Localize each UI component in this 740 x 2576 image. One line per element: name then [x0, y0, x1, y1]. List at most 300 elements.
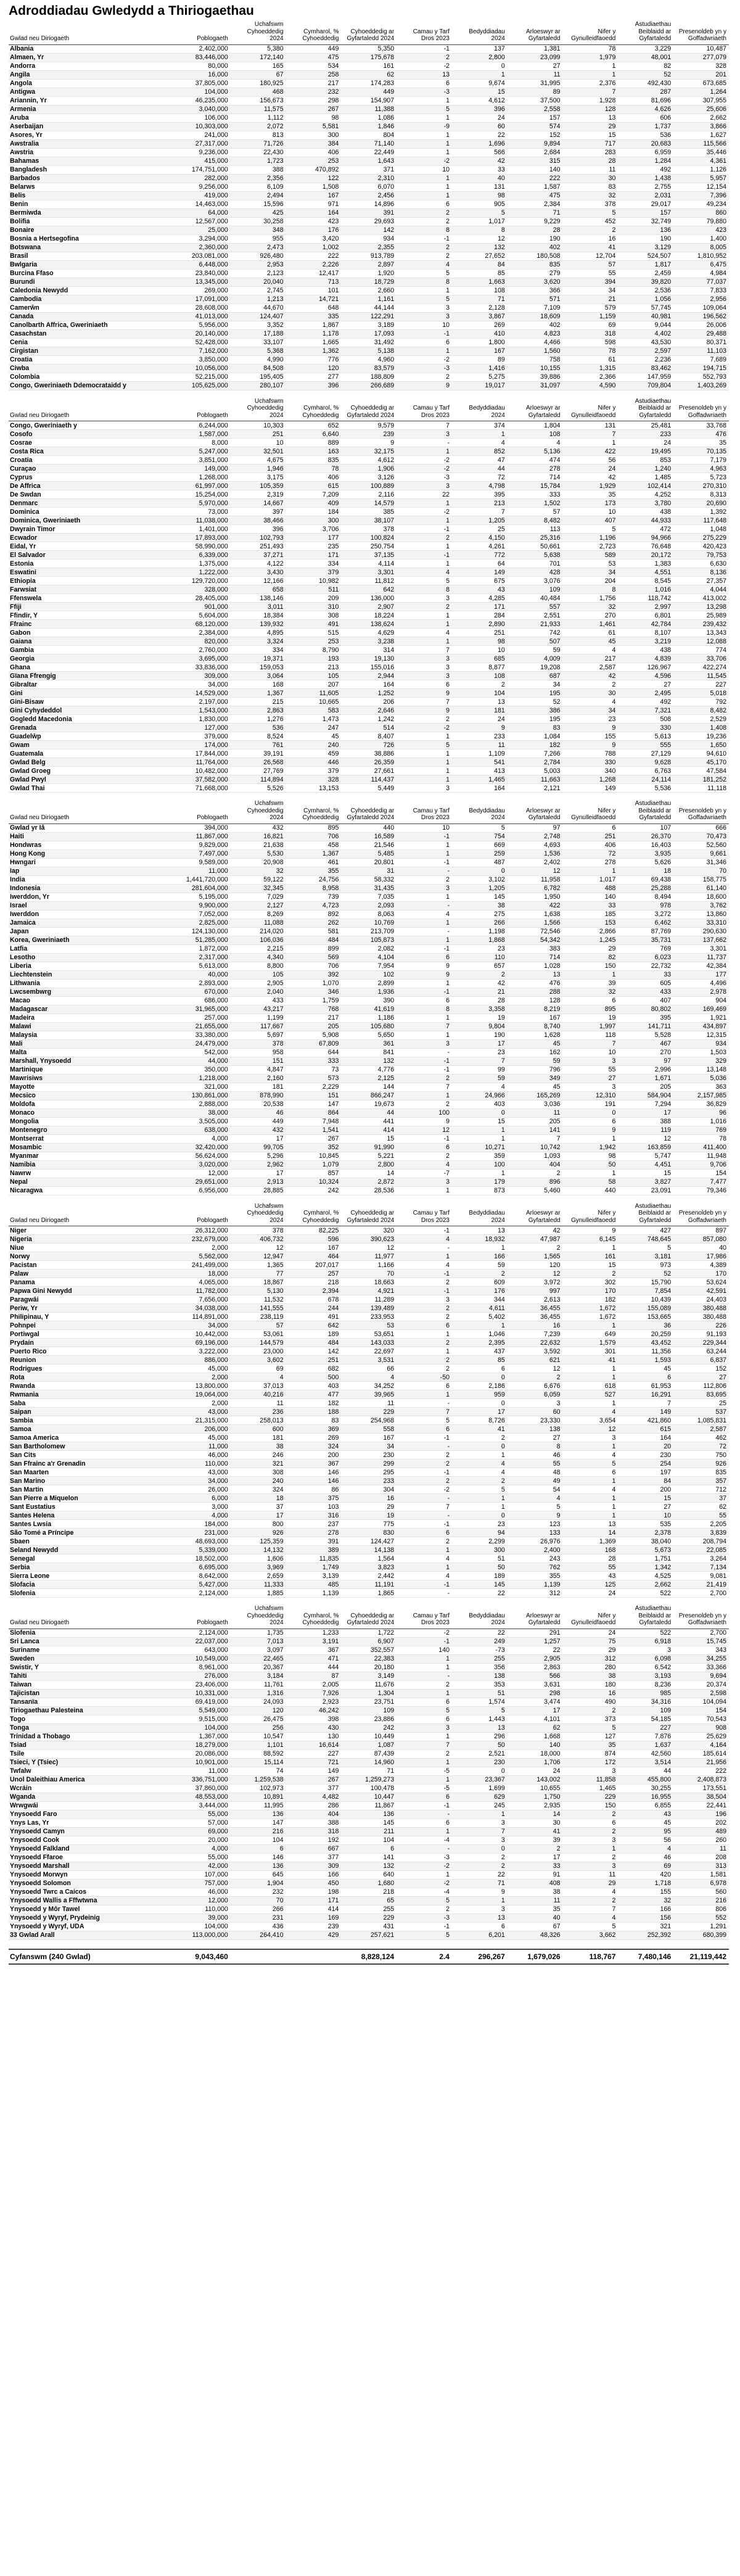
percent-increase-cell: 5: [397, 1706, 452, 1715]
bible-studies-cell: 1,718: [618, 1879, 673, 1888]
country-name-cell: Portiwgal: [9, 1330, 175, 1339]
congregations-cell: 1: [563, 1321, 619, 1330]
pioneers-cell: 91: [508, 1870, 563, 1879]
pioneers-cell: 1,093: [508, 1152, 563, 1160]
percent-increase-cell: 8: [397, 278, 452, 286]
memorial-attendance-cell: 17,986: [673, 1252, 729, 1261]
population-cell: 19,064,000: [175, 1390, 231, 1399]
baptized-cell: 104: [452, 689, 508, 698]
pioneers-cell: 571: [508, 295, 563, 303]
bible-studies-cell: 3,935: [618, 849, 673, 858]
country-name-cell: Guadelŵp: [9, 732, 175, 741]
average-publishers-cell: 65: [341, 1896, 397, 1905]
table-row: [9, 741, 729, 749]
pioneers-cell: 758: [508, 355, 563, 364]
pioneers-cell: 57: [508, 508, 563, 516]
ratio-cell: 1,665: [286, 338, 342, 347]
baptized-cell: 2,186: [452, 1382, 508, 1390]
bible-studies-cell: 5,536: [618, 784, 673, 793]
congregations-cell: 204: [563, 577, 619, 585]
percent-increase-cell: -: [397, 901, 452, 910]
percent-increase-cell: -3: [397, 1853, 452, 1862]
ratio-cell: 222: [286, 252, 342, 260]
bible-studies-cell: 508: [618, 715, 673, 724]
baptized-cell: 23,367: [452, 1775, 508, 1784]
pioneers-cell: 1,560: [508, 347, 563, 355]
bible-studies-cell: 1,284: [618, 157, 673, 165]
column-header-bible-studies: Astudiaethau Beiblaidd ar Gyfartaledd: [618, 398, 673, 421]
country-name-cell: Gini Cyhydeddol: [9, 706, 175, 715]
bible-studies-cell: 2,459: [618, 269, 673, 278]
bible-studies-cell: 472: [618, 525, 673, 534]
pioneers-cell: 4: [508, 1494, 563, 1503]
baptized-cell: 17: [452, 1408, 508, 1416]
average-publishers-cell: 14: [341, 1169, 397, 1178]
bible-studies-cell: 9,628: [618, 758, 673, 767]
population-cell: 643,000: [175, 1646, 231, 1654]
congregations-cell: 185: [563, 910, 619, 919]
peak-publishers-cell: 33,107: [231, 338, 286, 347]
population-cell: 328,000: [175, 585, 231, 594]
population-cell: 1,268,000: [175, 473, 231, 482]
ratio-cell: 899: [286, 944, 342, 953]
ratio-cell: 573: [286, 1074, 342, 1083]
pioneers-cell: 4,693: [508, 841, 563, 849]
percent-increase-cell: 1: [397, 775, 452, 784]
congregations-cell: 1,942: [563, 1143, 619, 1152]
population-cell: 57,000: [175, 1818, 231, 1827]
pioneers-cell: 1,566: [508, 919, 563, 927]
bible-studies-cell: 27,129: [618, 749, 673, 758]
baptized-cell: 1,699: [452, 1784, 508, 1793]
percent-increase-cell: 2: [397, 373, 452, 381]
column-header-average-publishers: Cyhoeddedig ar Gyfartaledd 2024: [341, 21, 397, 44]
column-header-ratio: Cymharol, % Cyhoeddedig: [286, 21, 342, 44]
pioneers-cell: 47,987: [508, 1235, 563, 1244]
country-name-cell: Camerŵn: [9, 303, 175, 312]
pioneers-cell: 1,084: [508, 732, 563, 741]
pioneers-cell: 1,502: [508, 499, 563, 508]
bible-studies-cell: 16,955: [618, 1793, 673, 1801]
ratio-cell: 4,723: [286, 901, 342, 910]
table-row: [9, 1022, 729, 1031]
pioneers-cell: 38: [508, 1888, 563, 1896]
percent-increase-cell: -1: [397, 858, 452, 867]
pioneers-cell: 14: [508, 1810, 563, 1818]
percent-increase-cell: 1: [397, 1091, 452, 1100]
baptized-cell: 959: [452, 1390, 508, 1399]
bible-studies-cell: 3,514: [618, 1758, 673, 1767]
baptized-cell: 0: [452, 1844, 508, 1853]
bible-studies-cell: 3,193: [618, 1672, 673, 1680]
congregations-cell: 6: [563, 1468, 619, 1477]
pioneers-cell: 404: [508, 1160, 563, 1169]
percent-increase-cell: 8: [397, 1005, 452, 1013]
congregations-cell: 58: [563, 1178, 619, 1186]
baptized-cell: 4,261: [452, 542, 508, 551]
congregations-cell: 283: [563, 148, 619, 157]
country-name-cell: Gini-Bisaw: [9, 698, 175, 706]
average-publishers-cell: 132: [341, 1862, 397, 1870]
pioneers-cell: 9,894: [508, 139, 563, 148]
memorial-attendance-cell: 25,989: [673, 611, 729, 620]
memorial-attendance-cell: 61,140: [673, 884, 729, 893]
ratio-cell: 269: [286, 1434, 342, 1442]
table-row: [9, 439, 729, 447]
average-publishers-cell: 139,489: [341, 1304, 397, 1313]
average-publishers-cell: 20,180: [341, 1663, 397, 1672]
peak-publishers-cell: 432: [231, 824, 286, 832]
column-header-bible-studies: Astudiaethau Beiblaidd ar Gyfartaledd: [618, 1605, 673, 1629]
congregations-cell: 11: [563, 1870, 619, 1879]
population-cell: 12,567,000: [175, 217, 231, 226]
average-publishers-cell: 31,492: [341, 338, 397, 347]
congregations-cell: 39: [563, 979, 619, 988]
country-name-cell: Awstralia: [9, 139, 175, 148]
percent-increase-cell: 7: [397, 421, 452, 430]
baptized-cell: 300: [452, 1546, 508, 1554]
memorial-attendance-cell: 79,880: [673, 217, 729, 226]
bible-studies-cell: 6: [618, 1373, 673, 1382]
pioneers-cell: 428: [508, 568, 563, 577]
percent-increase-cell: 1: [397, 611, 452, 620]
baptized-cell: 12: [452, 234, 508, 243]
congregations-cell: 1: [563, 1399, 619, 1408]
table-row: [9, 174, 729, 183]
population-cell: 7,497,000: [175, 849, 231, 858]
ratio-cell: 130: [286, 1732, 342, 1741]
peak-publishers-cell: 147: [231, 1818, 286, 1827]
congregations-cell: 61: [563, 629, 619, 637]
pioneers-cell: 2: [508, 1244, 563, 1252]
table-row: [9, 1503, 729, 1511]
pioneers-cell: 180,508: [508, 252, 563, 260]
peak-publishers-cell: 266: [231, 1905, 286, 1913]
bible-studies-cell: 153,665: [618, 1313, 673, 1321]
table-row: [9, 473, 729, 482]
baptized-cell: 1: [452, 1810, 508, 1818]
bible-studies-cell: 126,967: [618, 663, 673, 672]
column-header-percent-increase: Camau y Tarf Dros 2023: [397, 1203, 452, 1226]
country-name-cell: Malaysia: [9, 1031, 175, 1039]
pioneers-cell: 2,784: [508, 758, 563, 767]
table-row: [9, 1152, 729, 1160]
peak-publishers-cell: 433: [231, 996, 286, 1005]
table-header-row: [9, 21, 729, 44]
peak-publishers-cell: 1,904: [231, 1879, 286, 1888]
pioneers-cell: 59: [508, 1057, 563, 1065]
table-row: [9, 1589, 729, 1598]
ratio-cell: 267: [286, 1775, 342, 1784]
pioneers-cell: 1,750: [508, 1793, 563, 1801]
population-cell: 2,360,000: [175, 243, 231, 252]
percent-increase-cell: 2: [397, 1339, 452, 1347]
average-publishers-cell: 314: [341, 646, 397, 654]
bible-studies-cell: 156: [618, 1913, 673, 1922]
congregations-cell: 9: [563, 1126, 619, 1134]
pioneers-cell: 288: [508, 988, 563, 996]
pioneers-cell: 16: [508, 1321, 563, 1330]
memorial-attendance-cell: 49,234: [673, 200, 729, 208]
congregations-cell: 1: [563, 70, 619, 79]
baptized-cell: 1: [452, 1494, 508, 1503]
baptized-cell: 137: [452, 44, 508, 53]
memorial-attendance-cell: 4,496: [673, 979, 729, 988]
peak-publishers-cell: 18,867: [231, 1278, 286, 1287]
country-name-cell: Mawrisiws: [9, 1074, 175, 1083]
baptized-cell: 852: [452, 447, 508, 456]
percent-increase-cell: -3: [397, 88, 452, 96]
peak-publishers-cell: 99,705: [231, 1143, 286, 1152]
average-publishers-cell: 22,449: [341, 148, 397, 157]
bible-studies-cell: 3,272: [618, 910, 673, 919]
table-row: [9, 1261, 729, 1269]
population-cell: 44,000: [175, 1057, 231, 1065]
country-name-cell: Angila: [9, 70, 175, 79]
peak-publishers-cell: 165: [231, 62, 286, 70]
country-name-cell: Santes Helena: [9, 1511, 175, 1520]
bible-studies-cell: 6,763: [618, 767, 673, 775]
baptized-cell: 2: [452, 1853, 508, 1862]
baptized-cell: 145: [452, 893, 508, 901]
country-name-cell: Periw, Yr: [9, 1304, 175, 1313]
pioneers-cell: 2,400: [508, 1546, 563, 1554]
percent-increase-cell: 7: [397, 698, 452, 706]
congregations-cell: 12: [563, 1425, 619, 1434]
peak-publishers-cell: 5,380: [231, 44, 286, 53]
percent-increase-cell: -4: [397, 1836, 452, 1844]
baptized-cell: 5: [452, 1706, 508, 1715]
memorial-attendance-cell: 15,745: [673, 1637, 729, 1646]
table-row: [9, 226, 729, 234]
table-row: [9, 1922, 729, 1931]
ratio-cell: 122: [286, 174, 342, 183]
memorial-attendance-cell: 21,956: [673, 1758, 729, 1767]
baptized-cell: 356: [452, 1663, 508, 1672]
memorial-attendance-cell: 413,002: [673, 594, 729, 603]
population-cell: 20,086,000: [175, 1749, 231, 1758]
total-peak: [231, 1950, 286, 1963]
table-row: [9, 1477, 729, 1485]
peak-publishers-cell: 658: [231, 585, 286, 594]
table-row: [9, 1511, 729, 1520]
memorial-attendance-cell: 2,205: [673, 1520, 729, 1529]
population-cell: 11,764,000: [175, 758, 231, 767]
baptized-cell: 132: [452, 243, 508, 252]
bible-studies-cell: 200: [618, 1485, 673, 1494]
table-row: [9, 105, 729, 114]
baptized-cell: 108: [452, 672, 508, 680]
percent-increase-cell: 6: [397, 1425, 452, 1434]
country-name-cell: Myanmar: [9, 1152, 175, 1160]
table-row: [9, 1373, 729, 1382]
average-publishers-cell: 53,651: [341, 1330, 397, 1339]
population-cell: 3,294,000: [175, 234, 231, 243]
bible-studies-cell: 10: [618, 1511, 673, 1520]
congregations-cell: 2: [563, 680, 619, 689]
memorial-attendance-cell: 18,600: [673, 893, 729, 901]
average-publishers-cell: 3,149: [341, 1672, 397, 1680]
population-cell: 379,000: [175, 732, 231, 741]
percent-increase-cell: -1: [397, 1520, 452, 1529]
country-name-cell: Canada: [9, 312, 175, 321]
table-row: [9, 1715, 729, 1724]
average-publishers-cell: 161: [341, 62, 397, 70]
congregations-cell: 13: [563, 114, 619, 122]
population-cell: 3,000: [175, 1503, 231, 1511]
pioneers-cell: 1,706: [508, 1758, 563, 1767]
ratio-cell: 406: [286, 473, 342, 482]
peak-publishers-cell: 1,213: [231, 295, 286, 303]
percent-increase-cell: -3: [397, 473, 452, 482]
column-header-percent-increase: Camau y Tarf Dros 2023: [397, 800, 452, 824]
baptized-cell: 1: [452, 1896, 508, 1905]
average-publishers-cell: 11,977: [341, 1252, 397, 1261]
table-row: [9, 148, 729, 157]
bible-studies-cell: 252,392: [618, 1931, 673, 1939]
table-row: [9, 338, 729, 347]
baptized-cell: 47: [452, 456, 508, 464]
peak-publishers-cell: 1,723: [231, 157, 286, 165]
memorial-attendance-cell: 12,315: [673, 1031, 729, 1039]
bible-studies-cell: 5,747: [618, 1152, 673, 1160]
peak-publishers-cell: 5,130: [231, 1287, 286, 1295]
congregations-cell: 140: [563, 893, 619, 901]
memorial-attendance-cell: 13,860: [673, 910, 729, 919]
peak-publishers-cell: 16,821: [231, 832, 286, 841]
congregations-cell: 422: [563, 447, 619, 456]
memorial-attendance-cell: 229,344: [673, 1339, 729, 1347]
memorial-attendance-cell: 897: [673, 1226, 729, 1235]
population-cell: 46,235,000: [175, 96, 231, 105]
column-header-bible-studies: Astudiaethau Beiblaidd ar Gyfartaledd: [618, 21, 673, 44]
population-cell: 269,000: [175, 286, 231, 295]
baptized-cell: 22: [452, 131, 508, 139]
percent-increase-cell: 10: [397, 165, 452, 174]
population-cell: 1,830,000: [175, 715, 231, 724]
pioneers-cell: 315: [508, 157, 563, 165]
peak-publishers-cell: 136: [231, 1862, 286, 1870]
table-row: [9, 784, 729, 793]
population-cell: 37,805,000: [175, 79, 231, 88]
country-name-cell: San Pierre a Miquelon: [9, 1494, 175, 1503]
percent-increase-cell: -: [397, 1810, 452, 1818]
congregations-cell: 1: [563, 439, 619, 447]
memorial-attendance-cell: 3,839: [673, 1529, 729, 1537]
peak-publishers-cell: 1,735: [231, 1629, 286, 1637]
population-cell: 5,427,000: [175, 1580, 231, 1589]
table-row: [9, 1896, 729, 1905]
country-name-cell: Casachstan: [9, 329, 175, 338]
country-name-cell: Tsiad: [9, 1741, 175, 1749]
pioneers-cell: 4,823: [508, 329, 563, 338]
average-publishers-cell: 19,673: [341, 1100, 397, 1108]
table-row: [9, 944, 729, 953]
pioneers-cell: 3,972: [508, 1278, 563, 1287]
percent-increase-cell: 2: [397, 1100, 452, 1108]
percent-increase-cell: 10: [397, 824, 452, 832]
ratio-cell: 569: [286, 953, 342, 962]
country-name-cell: Ffrainc: [9, 620, 175, 629]
average-publishers-cell: 11,289: [341, 1295, 397, 1304]
percent-increase-cell: 1: [397, 637, 452, 646]
baptized-cell: 8: [452, 226, 508, 234]
peak-publishers-cell: 22,465: [231, 1654, 286, 1663]
country-name-cell: Ynysoedd Ffaroe: [9, 1853, 175, 1862]
country-name-cell: Iwerddon: [9, 910, 175, 919]
pioneers-cell: 35: [508, 1905, 563, 1913]
population-cell: 281,604,000: [175, 884, 231, 893]
baptized-cell: 50: [452, 1741, 508, 1749]
memorial-attendance-cell: 9,081: [673, 1572, 729, 1580]
peak-publishers-cell: 46: [231, 1108, 286, 1117]
table-row: [9, 841, 729, 849]
ratio-cell: 146: [286, 1468, 342, 1477]
ratio-cell: 583: [286, 706, 342, 715]
baptized-cell: 413: [452, 767, 508, 775]
congregations-cell: 28: [563, 1554, 619, 1563]
average-publishers-cell: 2,456: [341, 191, 397, 200]
average-publishers-cell: 5,449: [341, 784, 397, 793]
population-cell: 321,000: [175, 1083, 231, 1091]
population-cell: 46,000: [175, 1451, 231, 1459]
ratio-cell: 450: [286, 1879, 342, 1888]
ratio-cell: 142: [286, 1347, 342, 1356]
bible-studies-cell: 3,181: [618, 1252, 673, 1261]
baptized-cell: 3,102: [452, 875, 508, 884]
pioneers-cell: 109: [508, 585, 563, 594]
country-name-cell: Panama: [9, 1278, 175, 1287]
population-cell: 8,961,000: [175, 1663, 231, 1672]
table-row: [9, 1005, 729, 1013]
bible-studies-cell: 40,981: [618, 312, 673, 321]
average-publishers-cell: 2,116: [341, 490, 397, 499]
percent-increase-cell: 1: [397, 516, 452, 525]
country-name-cell: Wcráin: [9, 1784, 175, 1793]
bible-studies-cell: 4,525: [618, 1572, 673, 1580]
pioneers-cell: 2,905: [508, 1654, 563, 1663]
population-cell: 1,222,000: [175, 568, 231, 577]
memorial-attendance-cell: 4,963: [673, 464, 729, 473]
population-cell: 13,345,000: [175, 278, 231, 286]
percent-increase-cell: 2: [397, 1074, 452, 1083]
baptized-cell: 60: [452, 122, 508, 131]
population-cell: 17,844,000: [175, 749, 231, 758]
pioneers-cell: 141: [508, 1126, 563, 1134]
memorial-attendance-cell: 24,403: [673, 1295, 729, 1304]
percent-increase-cell: -1: [397, 551, 452, 559]
ratio-cell: 184: [286, 508, 342, 516]
memorial-attendance-cell: 806: [673, 1905, 729, 1913]
table-row: [9, 295, 729, 303]
peak-publishers-cell: 958: [231, 1048, 286, 1057]
ratio-cell: 244: [286, 1304, 342, 1313]
percent-increase-cell: -7: [397, 1169, 452, 1178]
ratio-cell: 423: [286, 217, 342, 226]
pioneers-cell: 48,326: [508, 1931, 563, 1939]
memorial-attendance-cell: 79,753: [673, 551, 729, 559]
percent-increase-cell: 1: [397, 1330, 452, 1339]
peak-publishers-cell: 321: [231, 1459, 286, 1468]
ratio-cell: 286: [286, 1801, 342, 1810]
population-cell: 232,679,000: [175, 1235, 231, 1244]
baptized-cell: 23: [452, 1048, 508, 1057]
baptized-cell: 94: [452, 1529, 508, 1537]
pioneers-cell: 366: [508, 286, 563, 295]
congregations-cell: 50: [563, 1160, 619, 1169]
table-row: [9, 620, 729, 629]
average-publishers-cell: 1,722: [341, 1629, 397, 1637]
